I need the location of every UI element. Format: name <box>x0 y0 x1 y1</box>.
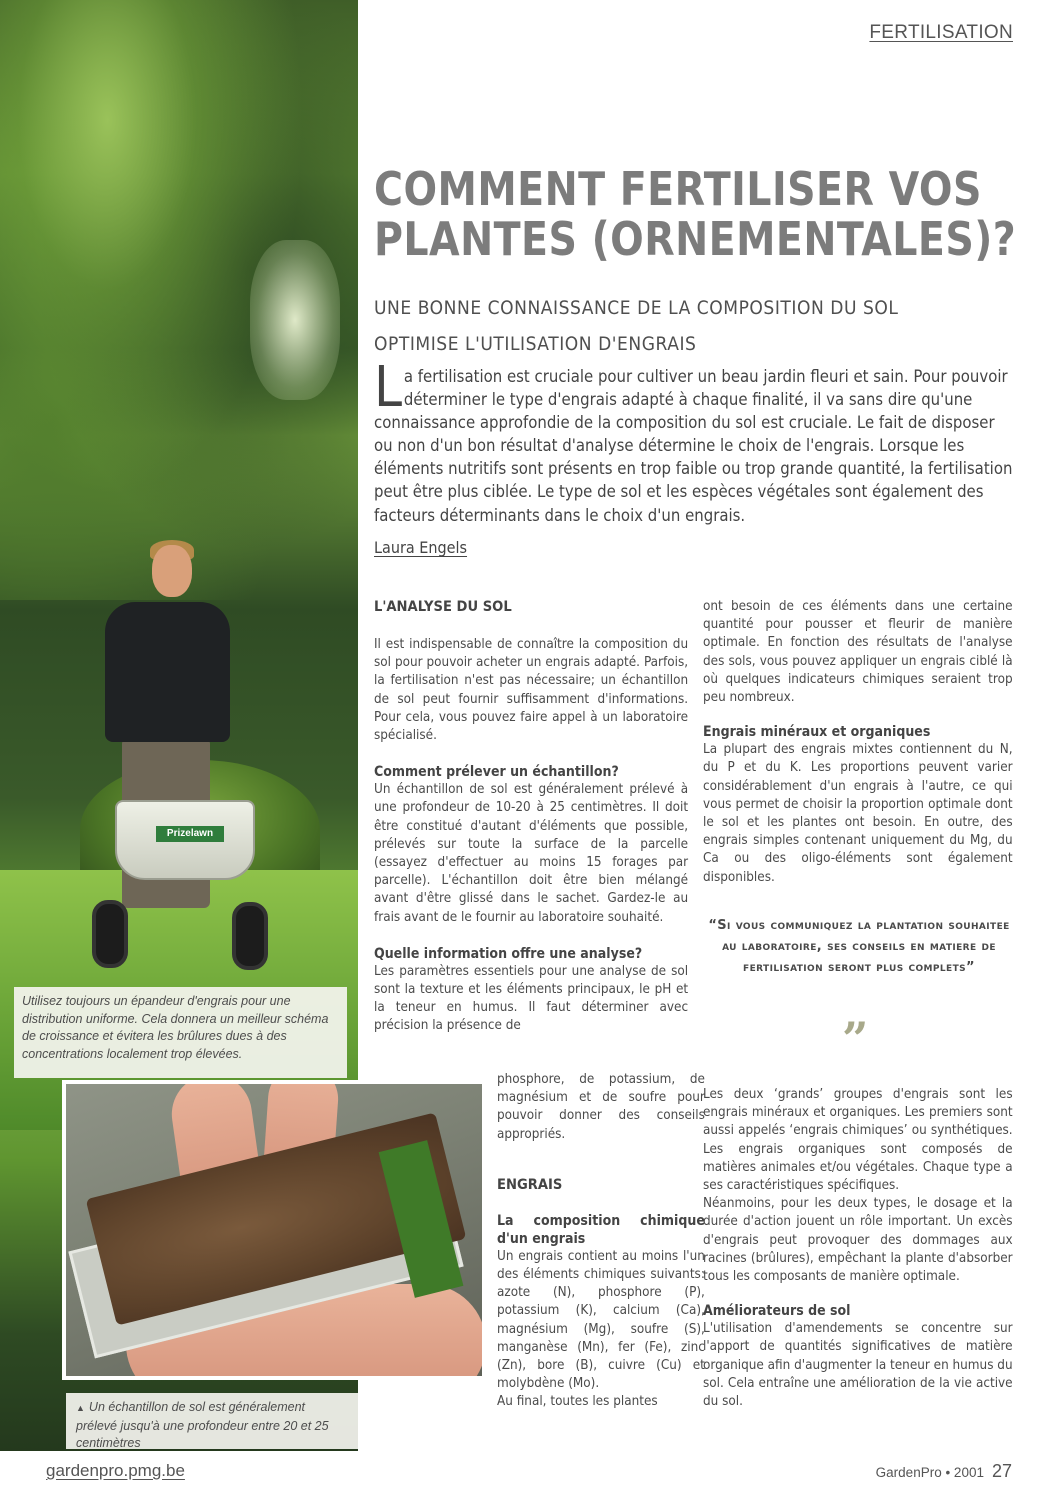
intro-paragraph: La fertilisation est cruciale pour cultiver un beau jardin fleuri et sain. Pour pouvoir déterminer le type d'engrais adapté à chaque finalité, il va sans dire qu'une connaissance approfondie de la composition du sol est cruciale. Le fait de disposer ou non d'un bon résultat d'analyse détermine le choix de l'engrais. Lorsque les éléments nutritifs sont présents en trop faible ou trop grande quantité, la fertilisation peut être plus ciblée. Le type de sol et les espèces végétales sont également des facteurs déterminants dans le choix d'un engrais. <box>374 355 1013 525</box>
heading-ameliorateurs: Améliorateurs de sol <box>703 1303 851 1320</box>
soil-caption: ▲ Un échantillon de sol est généralement prélevé jusqu'à une profondeur entre 20 et 25 centimètres <box>66 1393 358 1449</box>
body-column-1b <box>497 1071 705 1412</box>
paragraph: Au final, toutes les plantes <box>497 1394 658 1410</box>
spreader-caption: Utilisez toujours un épandeur d'engrais pour une distribution uniforme. Cela donnera un meilleur schéma de croissance et évitera les brûlures dues à des concentrations localement trop élevées. <box>14 987 347 1078</box>
heading-composition: La composition chimique d'un engrais <box>497 1212 705 1247</box>
heading-engrais: ENGRAIS <box>497 1175 563 1193</box>
paragraph: phosphore, de potassium, de magnésium et de soufre pour pouvoir donner des conseils appropriés. <box>497 1072 705 1142</box>
website-link[interactable]: gardenpro.pmg.be <box>46 1461 185 1480</box>
author-link[interactable]: Laura Engels <box>374 538 468 557</box>
quote-mark-icon: ” <box>842 1012 869 1066</box>
body-column-2 <box>703 598 1013 887</box>
paragraph: Les deux ‘grands’ groupes d'engrais sont les engrais minéraux et organiques. Les premiers sont aussi appelés ‘engrais chimiques’ ou synthétiques. Les engrais organiques sont composés de matières animales et/ou végétales. Chaque type a ses caractéristiques spécifiques. <box>703 1087 1013 1194</box>
paragraph: Un échantillon de sol est généralement prélevé à une profondeur de 10-20 à 25 centimètres. Il doit être constitué d'autant d'éléments que possible, prélevés sur toute la surface de la parcelle (essayez d'effectuer au moins 15 forages par parcelle). L'échantillon doit être bien mélangé avant d'être glissé dans le sachet. Gardez-le au frais avant de le fournir au laboratoire souhaité. <box>374 782 689 925</box>
heading-information: Quelle information offre une analyse? <box>374 945 643 962</box>
body-column-2b <box>703 1086 1013 1411</box>
drop-cap: L <box>374 355 403 420</box>
paragraph: Un engrais contient au moins l'un des éléments chimiques suivants: azote (N), phosphore (P), potassium (K), calcium (Ca), magnésium (Mg), soufre (S), manganèse (Mn), fer (Fe), zinc (Zn), bore (B), cuivre (Cu) et molybdène (Mo). <box>497 1248 705 1392</box>
issue-label: GardenPro • 2001 <box>875 1465 984 1480</box>
body-column-1 <box>374 598 688 1036</box>
heading-mineraux: Engrais minéraux et organiques <box>703 724 931 741</box>
gardener <box>105 602 230 742</box>
paragraph: ont besoin de ces éléments dans une certaine quantité pour pousser et fleurir de manière optimale. En fonction des résultats de l'analyse des sols, vous pouvez appliquer un engrais ciblé là où quelques indicateurs chimiques seraient trop peu nombreux. <box>703 599 1013 706</box>
pull-quote: “Si vous communiquez la plantation souhaitee au laboratoire, ses conseils en matiere de fertilisation seront plus complets” <box>708 918 1010 975</box>
soil-sample-photo <box>62 1080 486 1380</box>
heading-prelever: Comment prélever un échantillon? <box>374 764 619 781</box>
heading-analyse-du-sol: L'ANALYSE DU SOL <box>374 598 512 615</box>
paragraph: L'utilisation d'amendements se concentre sur l'apport de quantités significatives de matière organique afin d'augmenter la teneur en humus du sol. Cela entraîne une amélioration de la vie active du sol. <box>703 1321 1013 1410</box>
article-subtitle: UNE BONNE CONNAISSANCE DE LA COMPOSITION DU SOL OPTIMISE L'UTILISATION D'ENGRAIS <box>374 297 899 355</box>
paragraph: La plupart des engrais mixtes contiennent du N, du P et du K. Les proportions peuvent varier considérablement d'un engrais à l'autre, ce qui vous permet de choisir la proportion optimale dont le sol et les plantes ont besoin. En outre, des engrais simples contenant uniquement du Mg, du Ca ou des oligo-éléments sont également disponibles. <box>703 742 1013 885</box>
section-tag[interactable]: FERTILISATION <box>869 22 1013 43</box>
paragraph: Néanmoins, pour les deux types, le dosage et la durée d'action jouent un rôle important. Un excès d'engrais peut provoquer des dommages aux racines (brûlures), empêchant la plante d'absorber tous les composants de manière optimale. <box>703 1196 1013 1285</box>
spreader-brand: Prizelawn <box>156 826 224 842</box>
paragraph: Il est indispensable de connaître la composition du sol pour pouvoir acheter un engrais adapté. Parfois, la fertilisation n'est pas nécessaire; un échantillon de sol peut fournir suffisamment d'informations. Pour cela, vous pouvez faire appel à un laboratoire spécialisé. <box>374 637 689 744</box>
page-number: 27 <box>991 1461 1012 1481</box>
arrow-up-icon: ▲ <box>76 1403 85 1413</box>
paragraph: Les paramètres essentiels pour une analyse de sol sont la texture et les éléments principaux, le pH et la teneur en humus. Il faut déterminer avec précision la présence de <box>374 963 689 1034</box>
article-title: COMMENT FERTILISER VOS PLANTES (ORNEMENTALES)? <box>374 162 1017 266</box>
page-footer <box>876 1461 1012 1482</box>
